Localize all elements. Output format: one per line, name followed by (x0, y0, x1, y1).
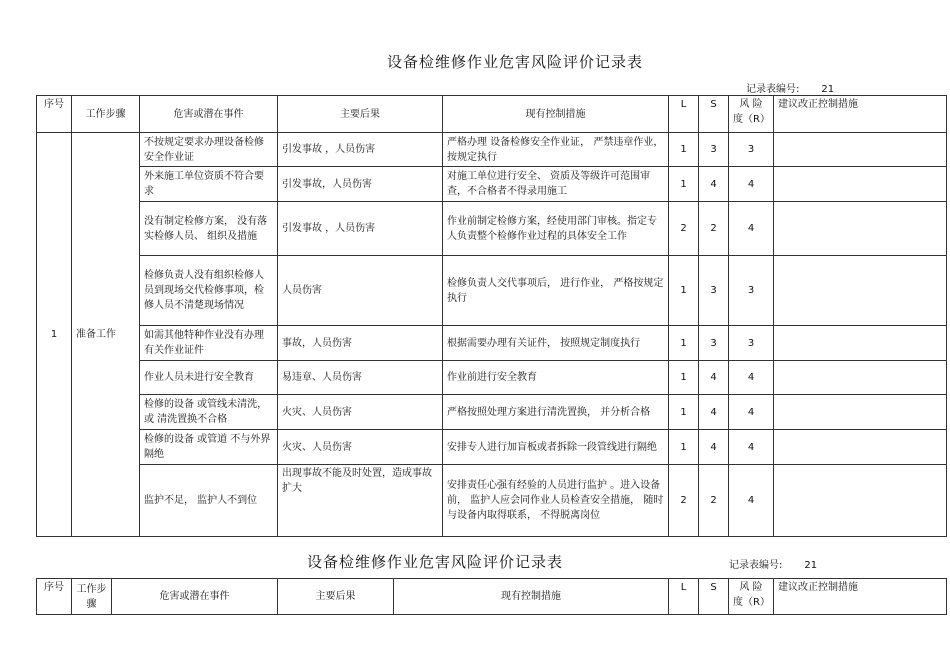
cell-hazard: 监护不足， 监护人不到位 (140, 465, 278, 537)
header-step: 工作步骤 (72, 96, 140, 133)
table-header-row (37, 579, 947, 615)
page-title-repeat: 设备检维修作业危害风险评价记录表 (306, 553, 563, 571)
cell-hazard: 外来施工单位资质不符合要求 (140, 167, 278, 202)
header-measures: 现有控制措施 (443, 96, 669, 133)
cell-consequence: 火灾、人员伤害 (278, 395, 443, 430)
header-consequence: 主要后果 (278, 96, 443, 133)
cell-l: 2 (669, 465, 699, 537)
cell-suggest (774, 361, 947, 395)
cell-suggest (774, 430, 947, 465)
header-risk: 风 险 度（R） (729, 579, 774, 615)
cell-s: 3 (699, 326, 729, 361)
cell-risk: 4 (729, 361, 774, 395)
header-s: S (699, 579, 729, 615)
cell-risk: 4 (729, 465, 774, 537)
cell-risk: 4 (729, 167, 774, 202)
cell-measures: 作业前进行安全教育 (443, 361, 669, 395)
cell-measures: 严格办理 设备检修安全作业证， 严禁违章作业，按规定执行 (443, 133, 669, 167)
header-hazard: 危害或潜在事件 (112, 579, 278, 615)
risk-table-header-repeat (36, 578, 947, 615)
cell-l: 1 (669, 430, 699, 465)
header-seq: 序号 (37, 96, 72, 133)
header-l: L (669, 579, 699, 615)
cell-risk: 4 (729, 202, 774, 256)
cell-measures: 安排专人进行加盲板或者拆除一段管线进行隔绝 (443, 430, 669, 465)
risk-table (36, 95, 947, 537)
cell-risk: 3 (729, 256, 774, 326)
cell-hazard: 检修的设备 或管线未清洗，或 清洗置换不合格 (140, 395, 278, 430)
cell-s: 2 (699, 465, 729, 537)
cell-s: 3 (699, 256, 729, 326)
cell-risk: 3 (729, 133, 774, 167)
cell-l: 2 (669, 202, 699, 256)
cell-s: 3 (699, 133, 729, 167)
cell-measures: 安排责任心强有经验的人员进行监护 。进入设备前， 监护人应会同作业人员检查安全措施， 随时与设备内取得联系， 不得脱离岗位 (443, 465, 669, 537)
header-suggest: 建议改正控制措施 (774, 96, 947, 133)
cell-risk: 4 (729, 430, 774, 465)
table-row (37, 465, 947, 537)
cell-l: 1 (669, 256, 699, 326)
cell-consequence: 人员伤害 (278, 256, 443, 326)
table-row (37, 133, 947, 167)
cell-hazard: 不按规定要求办理设备检修安全作业证 (140, 133, 278, 167)
cell-s: 4 (699, 395, 729, 430)
record-number: 21 (804, 560, 818, 571)
table-body (37, 133, 947, 537)
cell-hazard: 如需其他特种作业没有办理有关作业证件 (140, 326, 278, 361)
header-step: 工作步骤 (72, 579, 112, 615)
cell-consequence: 引发事故 ，人员伤害 (278, 202, 443, 256)
cell-suggest (774, 202, 947, 256)
cell-hazard: 作业人员未进行安全教育 (140, 361, 278, 395)
header-seq: 序号 (37, 579, 72, 615)
cell-hazard: 没有制定检修方案， 没有落实检修人员、 组织及措施 (140, 202, 278, 256)
cell-suggest (774, 256, 947, 326)
cell-consequence: 易违章、人员伤害 (278, 361, 443, 395)
cell-suggest (774, 465, 947, 537)
cell-measures: 严格按照处理方案进行清洗置换， 并分析合格 (443, 395, 669, 430)
cell-suggest (774, 133, 947, 167)
cell-hazard: 检修的设备 或管道 不与外界隔绝 (140, 430, 278, 465)
table-row (37, 430, 947, 465)
record-label: 记录表编号: (729, 560, 783, 571)
cell-l: 1 (669, 395, 699, 430)
cell-measures: 对施工单位进行安全、 资质及等级许可范围审查，不合格者不得录用施工 (443, 167, 669, 202)
record-label: 记录表编号: (746, 84, 800, 95)
header-l: L (669, 96, 699, 133)
cell-l: 1 (669, 133, 699, 167)
table-header-row (37, 96, 947, 133)
row-seq: 1 (37, 133, 72, 537)
cell-risk: 4 (729, 395, 774, 430)
cell-consequence: 引发事故 ，人员伤害 (278, 133, 443, 167)
header-measures: 现有控制措施 (394, 579, 669, 615)
record-number-label (746, 80, 834, 95)
cell-measures: 作业前制定检修方案，经使用部门审核。指定专人负责整个检修作业过程的具体安全工作 (443, 202, 669, 256)
cell-measures: 检修负责人交代事项后， 进行作业， 严格按规定执行 (443, 256, 669, 326)
cell-l: 1 (669, 326, 699, 361)
cell-consequence: 火灾、人员伤害 (278, 430, 443, 465)
table-row (37, 395, 947, 430)
cell-s: 4 (699, 361, 729, 395)
row-step: 准备工作 (72, 133, 140, 537)
cell-suggest (774, 395, 947, 430)
cell-measures: 根据需要办理有关证件， 按照规定制度执行 (443, 326, 669, 361)
cell-hazard: 检修负责人没有组织检修人员到现场交代检修事项，检修人员不清楚现场情况 (140, 256, 278, 326)
cell-suggest (774, 167, 947, 202)
cell-suggest (774, 326, 947, 361)
header-hazard: 危害或潜在事件 (140, 96, 278, 133)
table-row (37, 326, 947, 361)
page-title: 设备检维修作业危害风险评价记录表 (386, 53, 643, 71)
cell-s: 4 (699, 167, 729, 202)
header-suggest: 建议改正控制措施 (774, 579, 947, 615)
table-row (37, 167, 947, 202)
cell-l: 1 (669, 361, 699, 395)
cell-consequence: 事故，人员伤害 (278, 326, 443, 361)
cell-consequence: 出现事故不能及时处置，造成事故扩大 (278, 465, 443, 537)
cell-risk: 3 (729, 326, 774, 361)
header-consequence: 主要后果 (278, 579, 394, 615)
cell-l: 1 (669, 167, 699, 202)
cell-consequence: 引发事故，人员伤害 (278, 167, 443, 202)
cell-s: 2 (699, 202, 729, 256)
record-number-label-repeat (729, 556, 817, 571)
table-row (37, 256, 947, 326)
header-s: S (699, 96, 729, 133)
record-number: 21 (821, 84, 835, 95)
table-row (37, 202, 947, 256)
cell-s: 4 (699, 430, 729, 465)
header-risk: 风 险 度（R） (729, 96, 774, 133)
table-row (37, 361, 947, 395)
